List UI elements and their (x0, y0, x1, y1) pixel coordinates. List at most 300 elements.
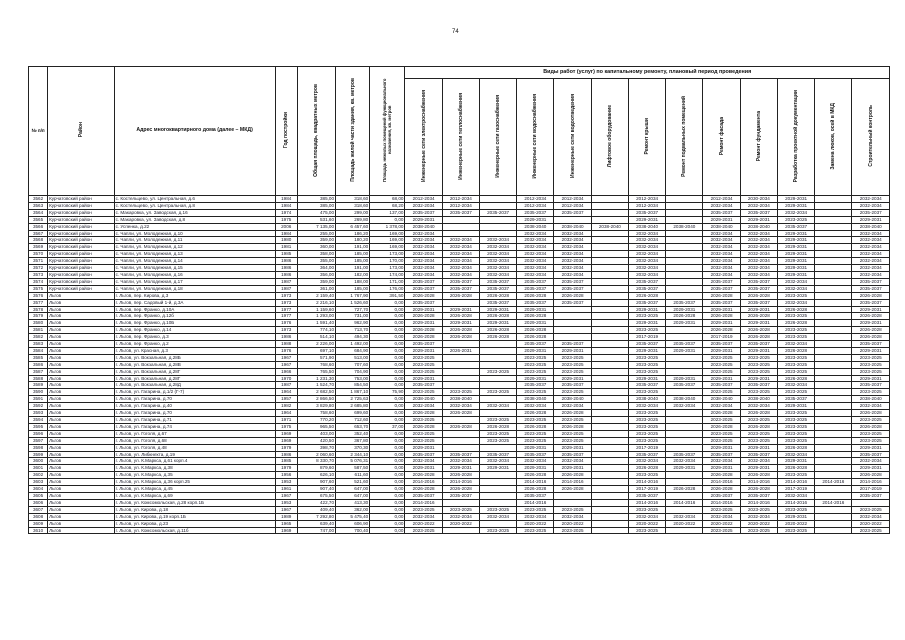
work-period-cell: 2029-2031 (703, 465, 740, 472)
work-period-cell: 2017-2019 (628, 334, 665, 341)
work-period-cell (479, 347, 516, 354)
row-number: 3563 (29, 202, 48, 209)
header-district: Район (48, 67, 114, 196)
nonres-area-cell: 0,00 (370, 306, 405, 313)
work-period-cell: 2032-2034 (405, 458, 442, 465)
living-area-cell: 704,90 (336, 368, 370, 375)
total-area-cell: 907,60 (297, 479, 335, 486)
total-area-cell: 2 226,00 (297, 341, 335, 348)
work-period-cell: 2012-2034 (554, 202, 591, 209)
table-row (29, 527, 890, 534)
work-period-cell: 2035-2037 (405, 382, 442, 389)
work-period-cell (591, 375, 628, 382)
address-cell: г. Льгов, пер. Садовый 1-й, д.3А (114, 299, 275, 306)
work-period-cell (666, 202, 703, 209)
header-work-12: Строительный контроль (852, 79, 890, 196)
work-period-cell: 2032-2034 (740, 237, 777, 244)
nonres-area-cell: 0,00 (370, 492, 405, 499)
work-period-cell (666, 492, 703, 499)
row-number: 3591 (29, 396, 48, 403)
living-area-cell: 191,00 (336, 244, 370, 251)
work-period-cell: 2032-2034 (740, 230, 777, 237)
row-number: 3592 (29, 403, 48, 410)
district-cell: Курчатовский район (48, 196, 114, 203)
work-period-cell (815, 313, 852, 320)
table-row (29, 244, 890, 251)
work-period-cell: 2026-2028 (479, 423, 516, 430)
work-period-cell (591, 306, 628, 313)
nonres-area-cell: 0,00 (370, 396, 405, 403)
living-area-cell: 1 767,90 (336, 292, 370, 299)
living-area-cell: 318,60 (336, 202, 370, 209)
work-period-cell (815, 458, 852, 465)
work-period-cell (666, 479, 703, 486)
work-period-cell: 2026-2028 (852, 472, 890, 479)
work-period-cell: 2029-2031 (740, 216, 777, 223)
year-cell: 1981 (275, 244, 297, 251)
work-period-cell: 2029-2031 (628, 216, 665, 223)
year-cell: 1979 (275, 465, 297, 472)
total-area-cell: 1 159,60 (297, 306, 335, 313)
table-row (29, 230, 890, 237)
district-cell: Льгов (48, 417, 114, 424)
address-cell: г. Льгов, ул. Вокзальная, д.28Г (114, 368, 275, 375)
work-period-cell: 2026-2028 (479, 292, 516, 299)
work-period-cell: 2020-2022 (442, 520, 479, 527)
work-period-cell: 2023-2025 (852, 506, 890, 513)
work-period-cell: 2026-2028 (852, 313, 890, 320)
work-period-cell: 2032-2034 (628, 251, 665, 258)
work-period-cell: 2035-2037 (628, 278, 665, 285)
work-period-cell: 2023-2025 (479, 430, 516, 437)
work-period-cell: 2035-2037 (740, 299, 777, 306)
total-area-cell: 758,60 (297, 410, 335, 417)
work-period-cell (591, 410, 628, 417)
table-row (29, 271, 890, 278)
work-period-cell: 2023-2025 (517, 389, 554, 396)
work-period-cell (591, 265, 628, 272)
row-number: 3583 (29, 341, 48, 348)
nonres-area-cell: 0,00 (370, 327, 405, 334)
work-period-cell: 2023-2025 (777, 417, 814, 424)
work-period-cell (815, 410, 852, 417)
work-period-cell (815, 292, 852, 299)
work-period-cell: 2035-2037 (703, 382, 740, 389)
work-period-cell: 2026-2028 (740, 313, 777, 320)
work-period-cell: 2038-2040 (740, 396, 777, 403)
work-period-cell: 2032-2034 (442, 513, 479, 520)
row-number: 3598 (29, 444, 48, 451)
work-period-cell (479, 410, 516, 417)
district-cell: Льгов (48, 306, 114, 313)
work-period-cell: 2032-2034 (852, 251, 890, 258)
header-nonres-area: Площадь нежилых помещений функционального назначения, кв. метров (370, 67, 405, 196)
work-period-cell: 2023-2025 (628, 423, 665, 430)
total-area-cell: 2 060,60 (297, 451, 335, 458)
district-cell: Курчатовский район (48, 244, 114, 251)
work-period-cell: 2032-2034 (554, 271, 591, 278)
living-area-cell: 352,40 (336, 430, 370, 437)
work-period-cell: 2026-2028 (554, 472, 591, 479)
work-period-cell: 2023-2025 (703, 368, 740, 375)
total-area-cell: 385,00 (297, 196, 335, 203)
work-period-cell: 2026-2028 (852, 410, 890, 417)
living-area-cell: 185,00 (336, 258, 370, 265)
header-year: Год постройки (275, 67, 297, 196)
row-number: 3573 (29, 271, 48, 278)
work-period-cell: 2023-2025 (777, 361, 814, 368)
row-number: 3607 (29, 506, 48, 513)
work-period-cell: 2026-2028 (405, 486, 442, 493)
work-period-cell: 2038-2040 (554, 223, 591, 230)
district-cell: Льгов (48, 513, 114, 520)
work-period-cell (666, 209, 703, 216)
work-period-cell: 2023-2025 (777, 368, 814, 375)
work-period-cell: 2029-2031 (777, 230, 814, 237)
work-period-cell: 2035-2037 (628, 451, 665, 458)
header-work-2: Инженерные сети газоснабжения (479, 79, 516, 196)
work-period-cell: 2026-2028 (852, 423, 890, 430)
address-cell: г. Льгов, ул. Гагарина, д.40 (114, 403, 275, 410)
total-area-cell: 697,10 (297, 347, 335, 354)
year-cell: 1964 (275, 389, 297, 396)
work-period-cell: 2026-2028 (442, 472, 479, 479)
row-number: 3569 (29, 244, 48, 251)
work-period-cell: 2032-2034 (554, 237, 591, 244)
work-period-cell: 2032-2034 (554, 230, 591, 237)
total-area-cell: 398,70 (297, 444, 335, 451)
work-period-cell: 2023-2025 (852, 437, 890, 444)
total-area-cell: 358,00 (297, 251, 335, 258)
header-work-3: Инженерные сети водоснабжения (517, 79, 554, 196)
work-period-cell: 2035-2037 (554, 278, 591, 285)
work-period-cell (666, 258, 703, 265)
work-period-cell: 2038-2040 (852, 396, 890, 403)
header-work-9: Ремонт фундамента (740, 79, 777, 196)
work-period-cell: 2012-2034 (405, 196, 442, 203)
work-period-cell: 2026-2028 (628, 465, 665, 472)
district-cell: Льгов (48, 327, 114, 334)
work-period-cell: 2023-2025 (628, 368, 665, 375)
work-period-cell (815, 251, 852, 258)
work-period-cell (591, 237, 628, 244)
year-cell: 1987 (275, 382, 297, 389)
work-period-cell: 2029-2031 (740, 444, 777, 451)
row-number: 3577 (29, 299, 48, 306)
work-period-cell (666, 237, 703, 244)
table-row (29, 320, 890, 327)
work-period-cell (591, 292, 628, 299)
work-period-cell: 2029-2031 (517, 216, 554, 223)
district-cell: Льгов (48, 527, 114, 534)
work-period-cell (591, 258, 628, 265)
nonres-area-cell: 0,00 (370, 334, 405, 341)
work-period-cell (591, 458, 628, 465)
total-area-cell: 356,00 (297, 271, 335, 278)
work-period-cell (591, 347, 628, 354)
work-period-cell: 2023-2025 (777, 327, 814, 334)
year-cell: 1989 (275, 513, 297, 520)
work-period-cell: 2032-2034 (405, 271, 442, 278)
work-period-cell (554, 492, 591, 499)
work-period-cell (479, 499, 516, 506)
work-period-cell: 2032-2034 (479, 271, 516, 278)
work-period-cell: 2038-2040 (666, 396, 703, 403)
work-period-cell (479, 486, 516, 493)
work-period-cell: 2032-2034 (777, 382, 814, 389)
work-period-cell (479, 202, 516, 209)
work-period-cell: 2017-2019 (852, 486, 890, 493)
work-period-cell: 2035-2037 (740, 278, 777, 285)
work-period-cell: 2023-2025 (554, 506, 591, 513)
work-period-cell: 2032-2034 (442, 258, 479, 265)
work-period-cell: 2032-2034 (479, 403, 516, 410)
row-number: 3602 (29, 472, 48, 479)
work-period-cell: 2032-2034 (628, 258, 665, 265)
header-work-0: Инженерные сети электроснабжения (405, 79, 442, 196)
address-cell: г. Льгов, ул. Вокзальная, д.28Б (114, 354, 275, 361)
nonres-area-cell: 0,00 (370, 216, 405, 223)
work-period-cell: 2026-2028 (703, 313, 740, 320)
work-period-cell (479, 196, 516, 203)
address-cell: г. Льгов, ул. Гагарина, д.70 (114, 410, 275, 417)
work-period-cell: 2020-2022 (852, 520, 890, 527)
row-number: 3562 (29, 196, 48, 203)
table-row (29, 327, 890, 334)
work-period-cell (442, 354, 479, 361)
nonres-area-cell: 0,00 (370, 313, 405, 320)
table-row (29, 223, 890, 230)
nonres-area-cell: 0,00 (370, 444, 405, 451)
work-period-cell: 2029-2031 (666, 375, 703, 382)
work-period-cell: 2035-2037 (703, 299, 740, 306)
table-row (29, 237, 890, 244)
work-period-cell: 2032-2034 (554, 258, 591, 265)
work-period-cell: 2026-2028 (442, 313, 479, 320)
row-number: 3600 (29, 458, 48, 465)
work-period-cell: 2032-2034 (703, 265, 740, 272)
year-cell: 1982 (275, 403, 297, 410)
work-period-cell (815, 230, 852, 237)
work-period-cell (815, 271, 852, 278)
address-cell: г. Льгов, ул. Вокзальная, д.28Д (114, 382, 275, 389)
address-cell: г. Льгов, ул. Вокзальная, д.28В (114, 361, 275, 368)
work-period-cell: 2029-2031 (479, 306, 516, 313)
row-number: 3572 (29, 265, 48, 272)
work-period-cell: 2023-2025 (777, 216, 814, 223)
work-period-cell: 2035-2037 (666, 341, 703, 348)
work-period-cell: 2032-2034 (777, 285, 814, 292)
work-period-cell: 2026-2028 (517, 486, 554, 493)
work-period-cell: 2035-2037 (852, 209, 890, 216)
table-row (29, 430, 890, 437)
work-period-cell: 2023-2025 (703, 506, 740, 513)
work-period-cell: 2032-2034 (852, 237, 890, 244)
work-period-cell: 2012-2034 (442, 202, 479, 209)
work-period-cell: 2029-2031 (703, 320, 740, 327)
work-period-cell: 2029-2031 (777, 244, 814, 251)
work-period-cell: 2032-2034 (740, 265, 777, 272)
work-period-cell: 2032-2034 (628, 244, 665, 251)
work-period-cell: 2017-2019 (703, 334, 740, 341)
year-cell: 1953 (275, 499, 297, 506)
work-period-cell: 2035-2037 (852, 451, 890, 458)
district-cell: Льгов (48, 444, 114, 451)
work-period-cell: 2035-2037 (517, 285, 554, 292)
work-period-cell (591, 244, 628, 251)
work-period-cell (591, 423, 628, 430)
living-area-cell: 513,00 (336, 354, 370, 361)
work-period-cell: 2032-2034 (703, 513, 740, 520)
row-number: 3604 (29, 486, 48, 493)
work-period-cell (815, 258, 852, 265)
address-cell: г. Льгов, ул. К.Маркса, д.36 корп.25 (114, 479, 275, 486)
row-number: 3567 (29, 230, 48, 237)
work-period-cell: 2023-2025 (405, 368, 442, 375)
work-period-cell (666, 527, 703, 534)
year-cell: 1974 (275, 209, 297, 216)
address-cell: г. Льгов, ул. Гоголя, д.67 (114, 430, 275, 437)
work-period-cell: 2026-2028 (405, 410, 442, 417)
address-cell: с. Макаровка, ул. Заводская, д.8 (114, 216, 275, 223)
work-period-cell: 2032-2034 (852, 265, 890, 272)
work-period-cell: 2026-2028 (777, 320, 814, 327)
work-period-cell: 2029-2031 (405, 375, 442, 382)
work-period-cell: 2035-2037 (628, 382, 665, 389)
living-area-cell: 370,30 (336, 444, 370, 451)
table-row (29, 423, 890, 430)
work-period-cell (591, 506, 628, 513)
work-period-cell: 2029-2031 (777, 196, 814, 203)
living-area-cell: 494,30 (336, 334, 370, 341)
table-row (29, 451, 890, 458)
nonres-area-cell: 0,00 (370, 368, 405, 375)
work-period-cell: 2035-2037 (517, 382, 554, 389)
work-period-cell: 2023-2025 (740, 354, 777, 361)
work-period-cell: 2032-2034 (703, 403, 740, 410)
district-cell: Льгов (48, 479, 114, 486)
work-period-cell: 2020-2022 (554, 520, 591, 527)
work-period-cell (666, 368, 703, 375)
work-period-cell (815, 486, 852, 493)
header-works-group: Виды работ (услуг) по капитальному ремонту, плановый период проведения (405, 67, 890, 79)
year-cell: 1973 (275, 292, 297, 299)
district-cell: Льгов (48, 382, 114, 389)
work-period-cell: 2023-2025 (852, 354, 890, 361)
district-cell: Льгов (48, 396, 114, 403)
work-period-cell: 2029-2031 (852, 320, 890, 327)
work-period-cell: 2032-2034 (703, 271, 740, 278)
table-row (29, 396, 890, 403)
district-cell: Льгов (48, 313, 114, 320)
row-number: 3581 (29, 327, 48, 334)
address-cell: г. Льгов, ул. Кирова, д.19 корп.1Б (114, 513, 275, 520)
year-cell: 1961 (275, 486, 297, 493)
work-period-cell (479, 223, 516, 230)
work-period-cell (815, 375, 852, 382)
work-period-cell: 2023-2025 (405, 527, 442, 534)
row-number: 3588 (29, 375, 48, 382)
work-period-cell: 2014-2016 (703, 499, 740, 506)
table-row (29, 306, 890, 313)
living-area-cell: 2 725,63 (336, 396, 370, 403)
work-period-cell: 2038-2040 (591, 223, 628, 230)
work-period-cell: 2032-2034 (666, 458, 703, 465)
work-period-cell (591, 230, 628, 237)
work-period-cell (591, 278, 628, 285)
living-area-cell: 700,40 (336, 527, 370, 534)
work-period-cell (591, 520, 628, 527)
living-area-cell: 712,60 (336, 417, 370, 424)
table-row (29, 472, 890, 479)
row-number: 3579 (29, 313, 48, 320)
living-area-cell: 611,60 (336, 472, 370, 479)
work-period-cell: 2023-2025 (628, 437, 665, 444)
nonres-area-cell: 0,00 (370, 320, 405, 327)
work-period-cell: 2023-2025 (703, 417, 740, 424)
work-period-cell: 2029-2031 (703, 444, 740, 451)
work-period-cell: 2026-2028 (405, 327, 442, 334)
work-period-cell (666, 472, 703, 479)
work-period-cell: 2029-2031 (852, 375, 890, 382)
address-cell: с. Чапли, ул. Молодежная, д.13 (114, 251, 275, 258)
table-row (29, 513, 890, 520)
work-period-cell: 2023-2025 (852, 389, 890, 396)
work-period-cell (591, 430, 628, 437)
work-period-cell (815, 437, 852, 444)
work-period-cell (479, 341, 516, 348)
address-cell: с. Чапли, ул. Молодежная, д.10 (114, 230, 275, 237)
work-period-cell: 2032-2034 (777, 278, 814, 285)
table-row (29, 292, 890, 299)
row-number: 3586 (29, 361, 48, 368)
work-period-cell: 2026-2028 (405, 334, 442, 341)
work-period-cell (815, 513, 852, 520)
work-period-cell: 2029-2031 (666, 465, 703, 472)
work-period-cell: 2029-2031 (666, 306, 703, 313)
work-period-cell: 2014-2016 (666, 499, 703, 506)
year-cell: 1976 (275, 320, 297, 327)
work-period-cell: 2029-2031 (554, 347, 591, 354)
work-period-cell (591, 320, 628, 327)
table-row (29, 465, 890, 472)
work-period-cell: 2032-2034 (517, 265, 554, 272)
row-number: 3574 (29, 278, 48, 285)
work-period-cell (591, 492, 628, 499)
work-period-cell: 2014-2016 (815, 479, 852, 486)
work-period-cell: 2023-2025 (628, 472, 665, 479)
work-period-cell: 2035-2037 (442, 209, 479, 216)
work-period-cell: 2032-2034 (405, 237, 442, 244)
work-period-cell: 2029-2031 (852, 216, 890, 223)
work-period-cell: 2014-2016 (703, 479, 740, 486)
living-area-cell: 186,20 (336, 230, 370, 237)
nonres-area-cell: 0,00 (370, 361, 405, 368)
address-cell: г. Льгов, ул. К.Маркса, д.69 (114, 492, 275, 499)
header-work-1: Инженерные сети теплоснабжения (442, 79, 479, 196)
work-period-cell: 2012-2034 (628, 202, 665, 209)
work-period-cell: 2035-2037 (554, 299, 591, 306)
nonres-area-cell: 0,00 (370, 499, 405, 506)
work-period-cell (666, 196, 703, 203)
work-period-cell: 2029-2031 (703, 375, 740, 382)
work-period-cell (479, 216, 516, 223)
address-cell: с. Чапли, ул. Молодежная, д.11 (114, 237, 275, 244)
row-number: 3595 (29, 423, 48, 430)
work-period-cell: 2020-2022 (517, 520, 554, 527)
work-period-cell: 2023-2025 (479, 368, 516, 375)
address-cell: с. Чапли, ул. Молодежная, д.18 (114, 285, 275, 292)
